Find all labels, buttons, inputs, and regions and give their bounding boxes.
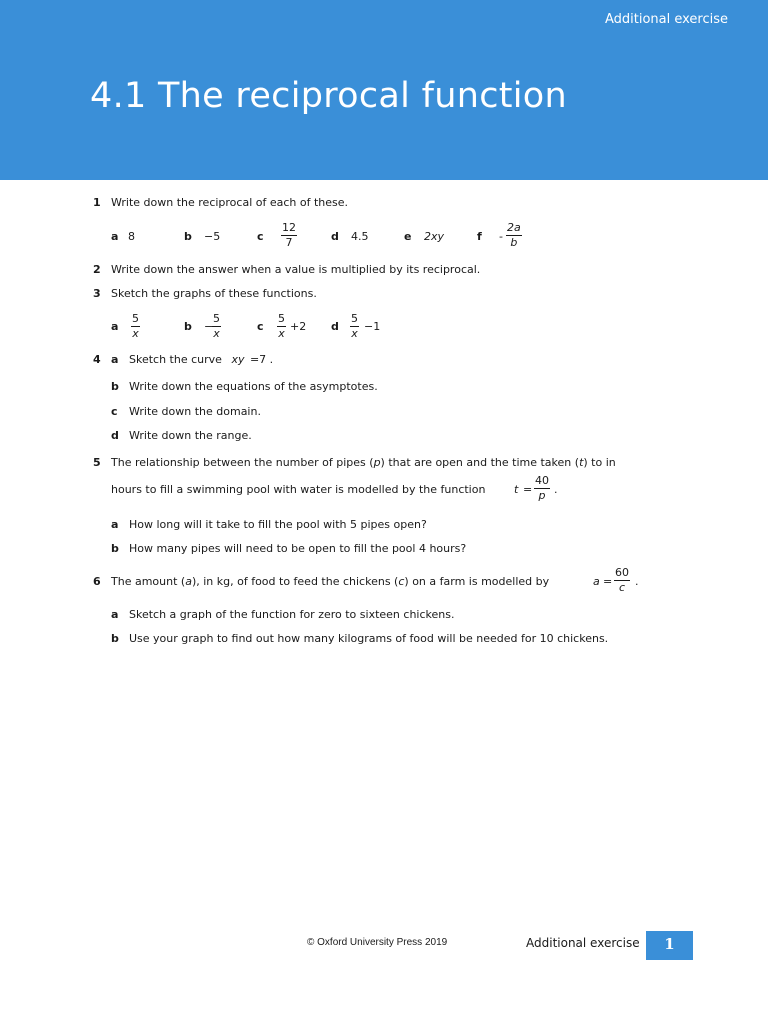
part-value: 8 — [128, 230, 135, 243]
fraction — [534, 475, 550, 502]
part-label: a — [111, 320, 119, 333]
part-text: How many pipes will need to be open to fill the pool 4 hours? — [129, 542, 467, 555]
fraction-denominator: c — [618, 581, 626, 594]
part-label: e — [404, 230, 412, 243]
question-text-line-1 — [111, 456, 616, 469]
part-label: b — [184, 320, 192, 333]
part-text: Write down the equations of the asymptotes. — [129, 380, 378, 393]
part-label: a — [111, 518, 119, 531]
text-segment: The relationship between the number of pipes ( — [111, 456, 374, 469]
expression-suffix: +2 — [290, 320, 307, 333]
part-value: 4.5 — [351, 230, 369, 243]
question-number: 6 — [93, 575, 101, 588]
part-label: f — [477, 230, 482, 243]
header-banner — [0, 0, 768, 180]
fraction — [212, 313, 221, 340]
header-tag: Additional exercise — [604, 12, 728, 27]
fraction — [131, 313, 140, 340]
fraction-denominator: x — [351, 327, 358, 340]
fraction-numerator: 12 — [282, 221, 296, 234]
part-label: a — [111, 230, 119, 243]
fraction-numerator: 5 — [351, 312, 358, 325]
part-label: d — [331, 320, 339, 333]
fraction-sign: - — [499, 230, 503, 243]
variable-a: a — [185, 575, 192, 588]
part-value: −5 — [204, 230, 221, 243]
question-text — [111, 575, 549, 588]
part-text: Write down the range. — [129, 429, 252, 442]
question-number: 5 — [93, 456, 101, 469]
part-text: Sketch a graph of the function for zero to sixteen chickens. — [129, 608, 455, 621]
fraction — [350, 313, 359, 340]
part-label: b — [184, 230, 192, 243]
fraction-sign: − — [204, 320, 214, 333]
page-title: 4.1 The reciprocal function — [90, 76, 567, 116]
fraction-numerator: 5 — [278, 312, 285, 325]
expression-suffix: −1 — [364, 320, 381, 333]
part-label: a — [111, 353, 119, 366]
equation-variable: a — [593, 575, 600, 588]
text-segment: ), in kg, of food to feed the chickens ( — [191, 575, 399, 588]
part-text: How long will it take to fill the pool with 5 pipes open? — [129, 518, 427, 531]
part-label: b — [111, 632, 119, 645]
variable-t: t — [579, 456, 584, 469]
part-label: b — [111, 542, 119, 555]
math-expression-tail: =7 . — [249, 353, 274, 366]
fraction-numerator: 40 — [535, 474, 549, 487]
fraction-denominator: x — [132, 327, 139, 340]
math-expression: xy — [231, 353, 245, 366]
fraction-numerator: 5 — [213, 312, 220, 325]
equation-variable: t — [514, 483, 519, 496]
question-number: 4 — [93, 353, 101, 366]
part-value: 2xy — [424, 230, 445, 243]
text-segment: ) that are open and the time taken ( — [380, 456, 580, 469]
fraction-denominator: b — [510, 236, 518, 249]
question-text: Sketch the graphs of these functions. — [111, 287, 317, 300]
part-label: d — [111, 429, 119, 442]
question-part-4a — [129, 353, 273, 366]
question-text: Write down the answer when a value is multiplied by its reciprocal. — [111, 263, 481, 276]
part-label: c — [257, 230, 264, 243]
fraction-numerator: 2a — [507, 221, 521, 234]
page-number: 1 — [646, 931, 693, 960]
part-text: Use your graph to find out how many kilograms of food will be needed for 10 chickens. — [129, 632, 609, 645]
footer-label: Additional exercise — [526, 936, 640, 950]
fraction-denominator: 7 — [285, 236, 293, 249]
part-text: Write down the domain. — [129, 405, 261, 418]
fraction-numerator: 5 — [132, 312, 139, 325]
part-label: c — [257, 320, 264, 333]
part-label: c — [111, 405, 118, 418]
text-segment: ) to in — [583, 456, 616, 469]
text-segment: The amount ( — [111, 575, 186, 588]
equation-dot: . — [635, 575, 639, 588]
equation-dot: . — [554, 483, 558, 496]
fraction-denominator: x — [278, 327, 285, 340]
part-label: a — [111, 608, 119, 621]
copyright-notice: © Oxford University Press 2019 — [307, 937, 448, 948]
variable-p: p — [373, 456, 381, 469]
equation-sign: = — [523, 483, 533, 496]
question-number: 3 — [93, 287, 101, 300]
part-text: Sketch the curve — [129, 353, 222, 366]
fraction-denominator: x — [213, 327, 220, 340]
part-label: d — [331, 230, 339, 243]
fraction-numerator: 60 — [615, 566, 629, 579]
equation-sign: = — [603, 575, 613, 588]
fraction — [614, 567, 630, 594]
variable-c: c — [398, 575, 405, 588]
fraction — [281, 222, 297, 249]
part-label: b — [111, 380, 119, 393]
question-number: 2 — [93, 263, 101, 276]
fraction — [277, 313, 286, 340]
question-text: Write down the reciprocal of each of these. — [111, 196, 349, 209]
question-number: 1 — [93, 196, 101, 209]
text-segment: ) on a farm is modelled by — [404, 575, 550, 588]
fraction-denominator: p — [538, 489, 546, 502]
fraction — [506, 222, 522, 249]
question-text-line-2: hours to fill a swimming pool with water is modelled by the function — [111, 483, 486, 496]
